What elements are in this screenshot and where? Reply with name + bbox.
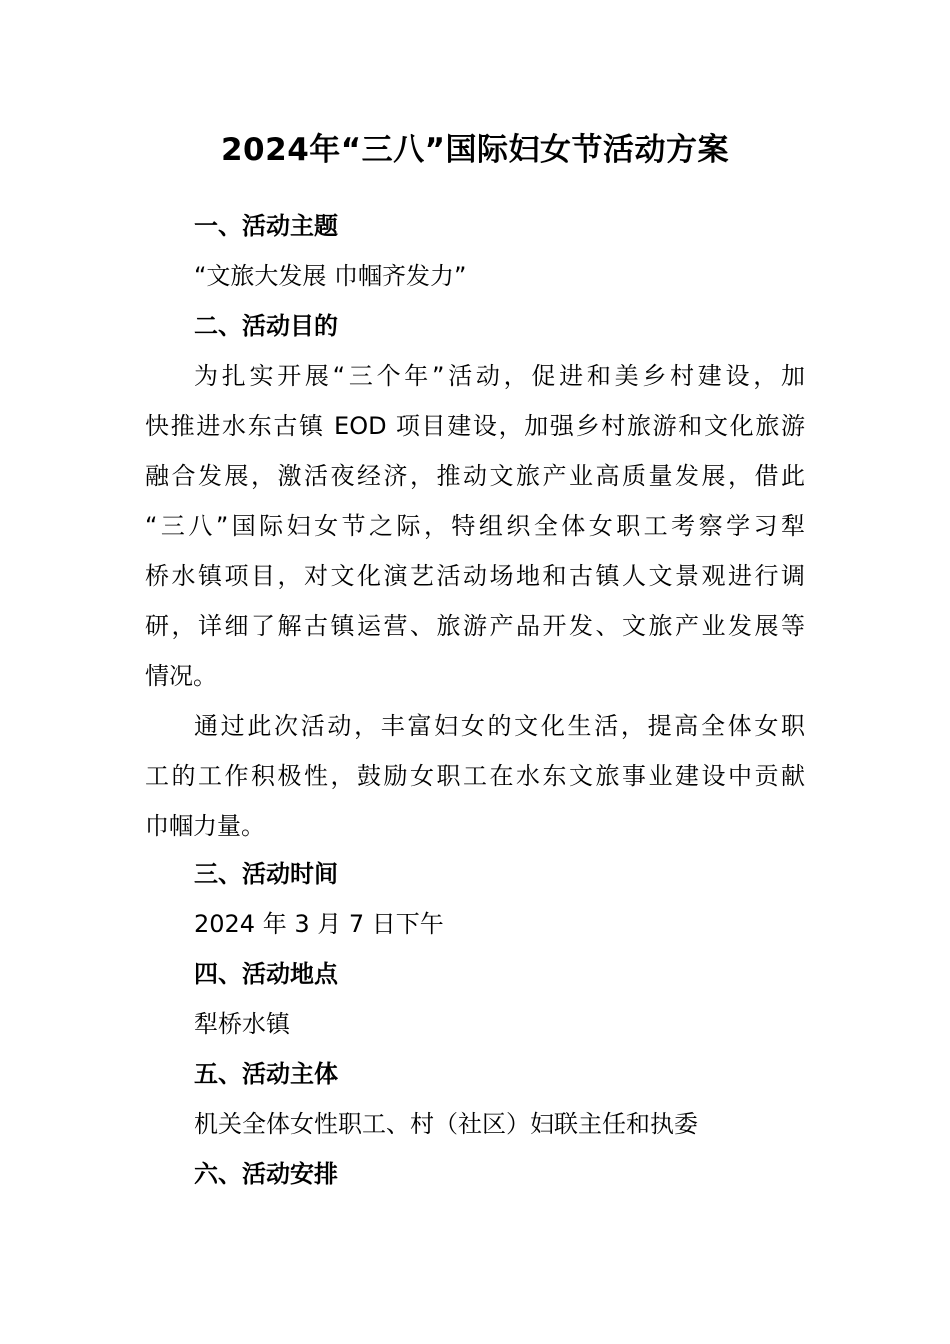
time-content: 2024 年 3 月 7 日下午 [194,910,444,938]
purpose-paragraph-1-line: 为扎实开展“三个年”活动，促进和美乡村建设，加 [194,362,805,390]
purpose-paragraph-1-line: 研，详细了解古镇运营、旅游产品开发、文旅产业发展等 [145,612,805,640]
document-title: 2024年“三八”国际妇女节活动方案 [220,132,730,168]
section-heading-purpose: 二、活动目的 [194,312,338,340]
section-heading-theme: 一、活动主题 [194,212,338,240]
purpose-paragraph-1-line: 融合发展，激活夜经济，推动文旅产业高质量发展，借此 [145,462,805,490]
section-heading-arrangement: 六、活动安排 [194,1160,338,1188]
section-heading-participants: 五、活动主体 [194,1060,338,1088]
purpose-paragraph-1-line: 情况。 [145,662,217,690]
purpose-paragraph-2-line: 工的工作积极性，鼓励女职工在水东文旅事业建设中贡献 [145,762,805,790]
participants-content: 机关全体女性职工、村（社区）妇联主任和执委 [194,1110,698,1138]
purpose-paragraph-1-line: “三八”国际妇女节之际，特组织全体女职工考察学习犁 [145,512,805,540]
purpose-paragraph-1-line: 快推进水东古镇 EOD 项目建设，加强乡村旅游和文化旅游 [145,412,805,440]
theme-content: “文旅大发展 巾帼齐发力” [194,262,467,290]
purpose-paragraph-2-line: 巾帼力量。 [145,812,265,840]
purpose-paragraph-2-line: 通过此次活动，丰富妇女的文化生活，提高全体女职 [194,712,805,740]
purpose-paragraph-1-line: 桥水镇项目，对文化演艺活动场地和古镇人文景观进行调 [145,562,805,590]
section-heading-location: 四、活动地点 [194,960,338,988]
section-heading-time: 三、活动时间 [194,860,338,888]
location-content: 犁桥水镇 [194,1010,290,1038]
